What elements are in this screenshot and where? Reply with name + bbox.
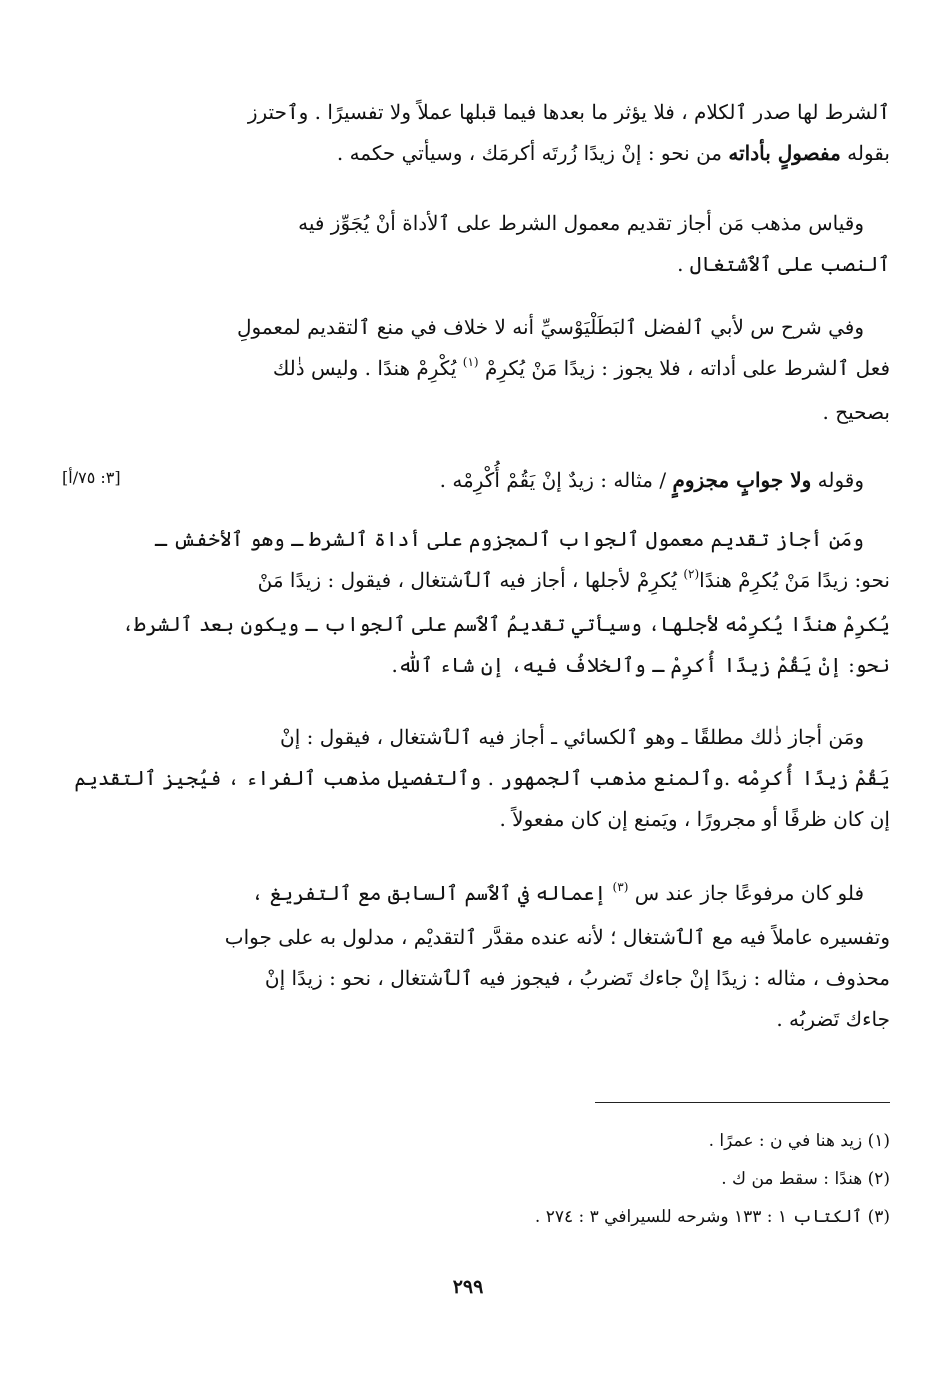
text-line: بصحيح . xyxy=(822,400,890,424)
text-line xyxy=(184,460,890,501)
text-line xyxy=(184,560,890,604)
paragraph-1 xyxy=(184,92,890,174)
footnotes xyxy=(184,1122,890,1236)
paragraph xyxy=(184,873,890,1040)
text-line: ٱلنصب على ٱلٱشتغال . xyxy=(677,252,890,276)
text-run: يُكْرِمْ هندًا . وليس ذٰلك xyxy=(272,356,463,380)
footnote-1: (١) زيد هنا في ن : عمرًا . xyxy=(708,1131,890,1151)
footnote-3: (٣) ٱلكتاب ١ : ١٣٣ وشرحه للسيرافي ٣ : ٢٧٤ . xyxy=(534,1207,890,1227)
text-line: ومَن أجاز ذٰلك مطلقًا ـ وهو ٱلكسائي ـ أجاز فيه ٱلٱشتغال ، فيقول : إنْ xyxy=(280,725,864,749)
text-run: بقوله xyxy=(840,141,890,165)
paragraph-2 xyxy=(184,203,890,285)
paragraph-6 xyxy=(74,717,890,840)
paragraph xyxy=(184,92,890,174)
text-run: نحو: زيدًا مَنْ يُكرِمْ هندًا xyxy=(699,568,890,592)
quoted-phrase: مفصولٍ بأداته xyxy=(728,141,841,165)
text-run: وقوله xyxy=(811,468,864,492)
text-line: يَقُمْ زيدًا أُكرِمْه .وٱلمنع مذهب ٱلجمهور . وٱلتفصيل مذهب ٱلفراء ، فيُجيز ٱلتقديم xyxy=(74,766,890,790)
paragraph xyxy=(184,307,890,433)
paragraph-5 xyxy=(122,519,890,686)
text-run: يُكرِمْ لأجلها ، أجاز فيه ٱلٱشتغال ، فيقول : زيدًا مَنْ xyxy=(257,568,684,592)
paragraph-7 xyxy=(184,873,890,1040)
footnote-marker: (١) xyxy=(462,355,479,369)
text-run: من نحو : إنْ زيدًا زُرتَه أكرمَك ، وسيأتي حكمه . xyxy=(336,141,729,165)
footnote-2: (٢) هندًا : سقط من ك . xyxy=(721,1169,890,1189)
footnote-marker: (٣) xyxy=(612,880,629,894)
paragraph-4 xyxy=(184,460,890,501)
text-run: / مثاله : زيدٌ إنْ يَقُمْ أُكْرِمْه . xyxy=(439,468,673,492)
paragraph-3 xyxy=(184,307,890,433)
text-line: ٱلشرط لها صدر ٱلكلام ، فلا يؤثر ما بعدها فيما قبلها عملاً ولا تفسيرًا . وٱحترز xyxy=(247,100,890,124)
paragraph xyxy=(184,460,890,501)
text-line: يُكرِمْ هندًا يُكرِمْه لأجلها، وسيأتي تقديمُ ٱلٱسم على ٱلجواب ـ ويكون بعد ٱلشرط، xyxy=(122,612,890,636)
text-run: إعماله في ٱلٱسم ٱلسابق مع ٱلتفريغ ، xyxy=(251,881,613,905)
text-run: فلو كان مرفوعًا جاز عند س xyxy=(628,881,864,905)
text-line: محذوف ، مثاله : زيدًا إنْ جاءك تَضربُ ، فيجوز فيه ٱلٱشتغال ، نحو : زيدًا إنْ xyxy=(264,966,890,990)
text-line: إن كان ظرفًا أو مجرورًا ، ويَمنع إن كان مفعولاً . xyxy=(499,807,890,831)
text-line: وفي شرح س لأبي ٱلفضل ٱلبَطَلْيَوْسيِّ أنه لا خلاف في منع ٱلتقديم لمعمولِ xyxy=(236,315,864,339)
text-line: جاءك تَضربُه . xyxy=(776,1007,890,1031)
text-line xyxy=(184,873,890,917)
footnote-marker: (٢) xyxy=(683,567,700,581)
text-line xyxy=(184,133,890,174)
text-run: فعل ٱلشرط على أداته ، فلا يجوز : زيدًا مَنْ يُكرِمْ xyxy=(478,356,890,380)
footnote-divider xyxy=(595,1102,890,1103)
quoted-phrase: ولا جوابٍ مجزومٍ xyxy=(672,468,812,492)
text-line xyxy=(184,348,890,392)
text-line: وتفسيره عاملاً فيه مع ٱلٱشتغال ؛ لأنه عنده مقدَّر ٱلتقديْم ، مدلول به على جواب xyxy=(224,925,890,949)
text-line: نحو: إنْ يَقُمْ زيدًا أُكرِمْ ـ وٱلخلافُ فيه، إن شاء ٱللّٰه. xyxy=(391,653,890,677)
paragraph xyxy=(74,717,890,840)
text-line: ومَن أجاز تقديم معمول ٱلجواب ٱلمجزوم على أداة ٱلشرط ـ وهو ٱلأخفش ـ xyxy=(154,527,864,551)
paragraph xyxy=(122,519,890,686)
margin-reference: [٣: ٧٥/أ] xyxy=(62,468,121,487)
paragraph xyxy=(184,203,890,285)
page-number: ٢٩٩ xyxy=(452,1276,484,1298)
text-line: وقياس مذهب مَن أجاز تقديم معمول الشرط على ٱلأداة أنْ يُجَوِّز فيه xyxy=(298,211,864,235)
